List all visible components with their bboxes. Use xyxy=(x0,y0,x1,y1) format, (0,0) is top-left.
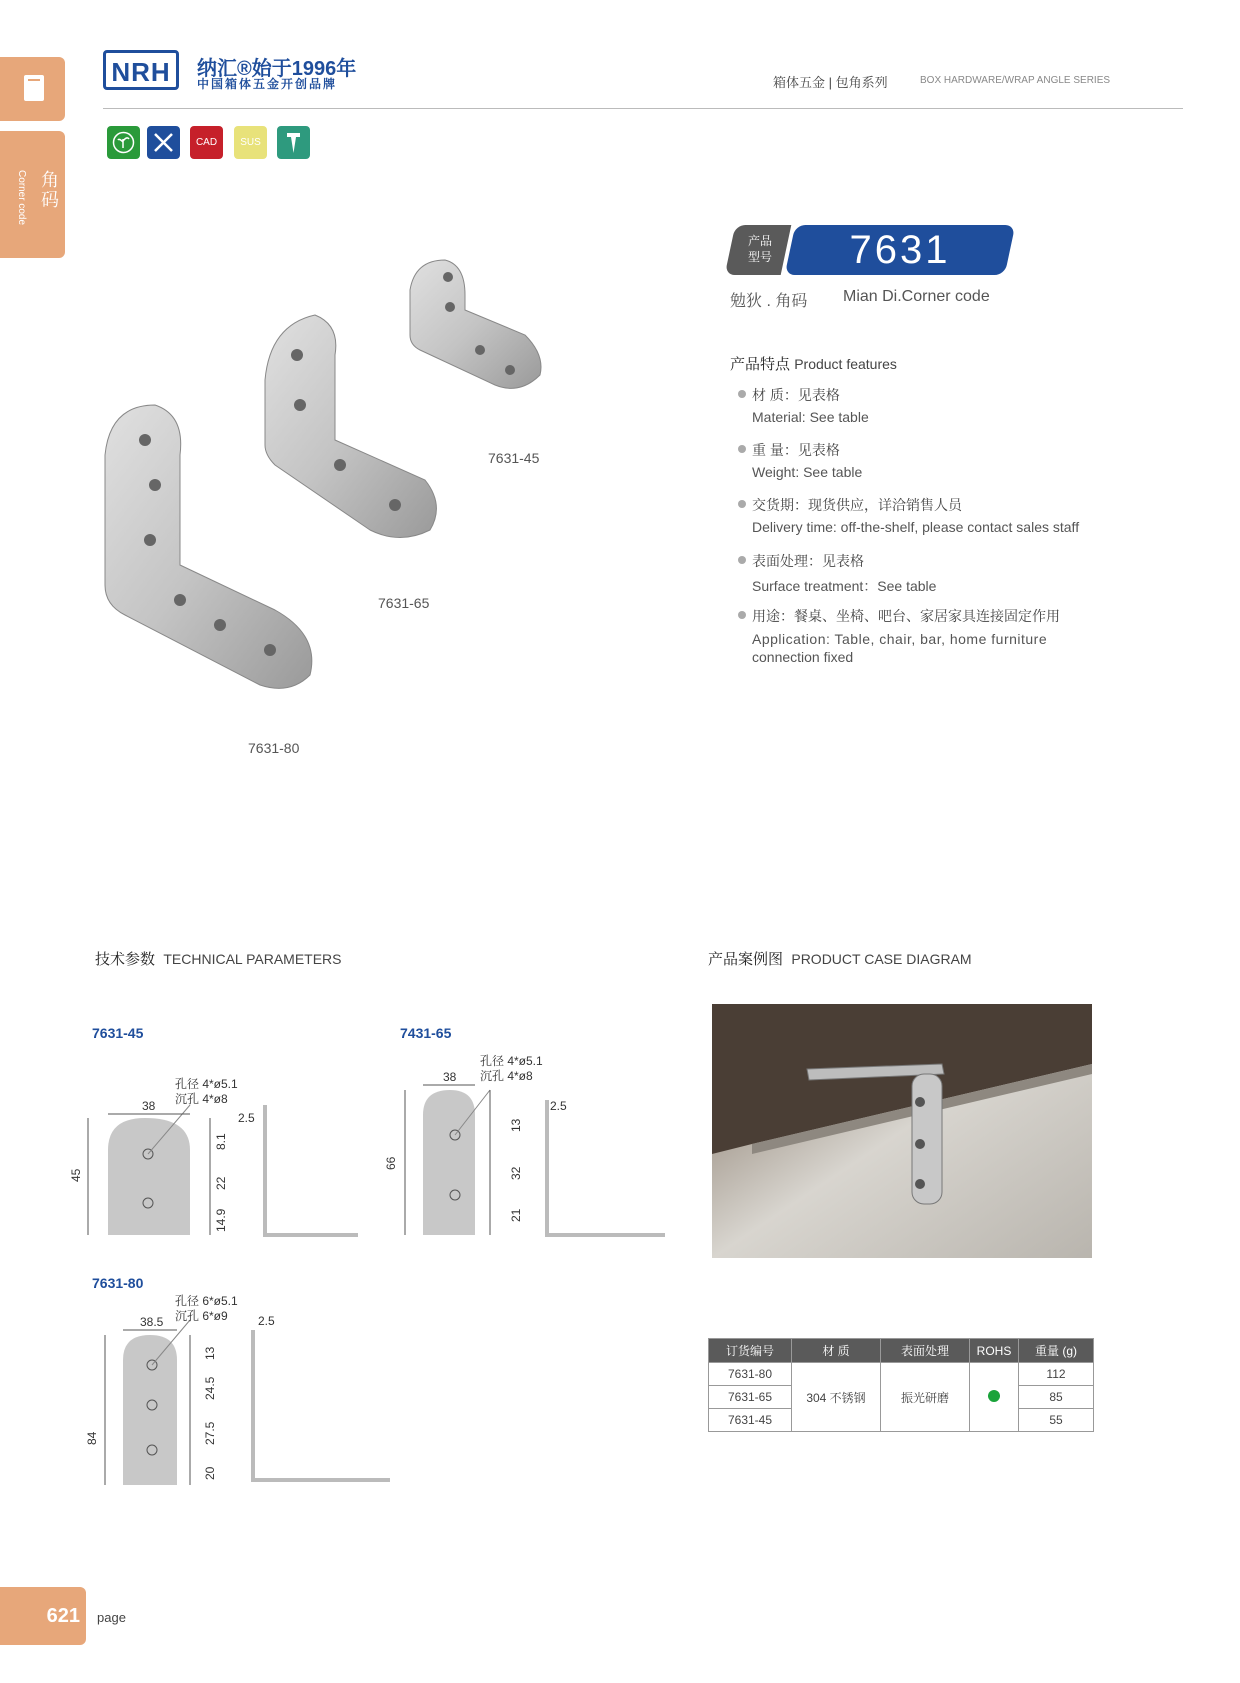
book-tab[interactable] xyxy=(0,57,65,121)
svg-text:27.5: 27.5 xyxy=(203,1421,217,1445)
svg-text:8.1: 8.1 xyxy=(214,1133,228,1150)
feature-cn: 重 量：见表格 xyxy=(752,442,840,458)
bullet-icon xyxy=(738,445,746,453)
brand-title: 纳汇®始于1996年 xyxy=(197,58,357,80)
weight-cell: 112 xyxy=(1019,1363,1094,1386)
tools-icon xyxy=(147,126,180,159)
svg-text:2.5: 2.5 xyxy=(550,1099,567,1113)
product-label: 7631-65 xyxy=(378,595,430,611)
feature-en: Delivery time: off-the-shelf, please contact sales staff xyxy=(752,519,1080,535)
bullet-icon xyxy=(738,556,746,564)
product-name-cn: 勉狄 . 角码 xyxy=(730,293,808,310)
case-photo xyxy=(712,1004,1092,1258)
material-cell: 304 不锈钢 xyxy=(792,1363,881,1432)
spec-title: 7631-45 xyxy=(92,1025,144,1041)
bracket-45 xyxy=(410,260,541,388)
header-divider xyxy=(103,108,1183,109)
bullet-icon xyxy=(738,611,746,619)
category-cn: 箱体五金 | 包角系列 xyxy=(773,75,888,90)
svg-text:孔径 4*ø5.1: 孔径 4*ø5.1 xyxy=(480,1054,543,1068)
table-header: 重量 (g) xyxy=(1019,1339,1094,1363)
model-label: 产品 型号 xyxy=(747,234,772,264)
feature-en: Material: See table xyxy=(752,409,869,425)
svg-text:45: 45 xyxy=(69,1168,83,1182)
svg-text:孔径 4*ø5.1: 孔径 4*ø5.1 xyxy=(175,1077,238,1091)
model-number: 7631 xyxy=(849,228,951,272)
screw-icon xyxy=(277,126,310,159)
section-title-en: Corner code xyxy=(16,170,27,226)
svg-text:沉孔 6*ø9: 沉孔 6*ø9 xyxy=(175,1309,228,1323)
table-header: 订货编号 xyxy=(709,1339,792,1363)
weight-cell: 85 xyxy=(1019,1386,1094,1409)
feature-en: Weight: See table xyxy=(752,464,863,480)
svg-text:21: 21 xyxy=(509,1208,523,1222)
svg-text:38: 38 xyxy=(142,1099,156,1113)
svg-text:14.9: 14.9 xyxy=(214,1208,228,1232)
category-en: BOX HARDWARE/WRAP ANGLE SERIES xyxy=(920,75,1111,86)
eco-icon xyxy=(107,126,140,159)
spec-title: 7431-65 xyxy=(400,1025,452,1041)
finish-cell: 振光研磨 xyxy=(881,1363,970,1432)
rohs-cell xyxy=(970,1363,1019,1432)
product-illustration xyxy=(100,255,600,715)
weight-cell: 55 xyxy=(1019,1409,1094,1432)
svg-text:13: 13 xyxy=(509,1118,523,1132)
svg-text:13: 13 xyxy=(203,1346,217,1360)
svg-text:孔径 6*ø5.1: 孔径 6*ø5.1 xyxy=(175,1294,238,1308)
features-title: 产品特点 Product features xyxy=(730,356,897,373)
spec-drawing-65 xyxy=(375,1045,675,1240)
feature-en: connection fixed xyxy=(752,649,854,665)
rohs-indicator xyxy=(988,1390,1000,1402)
order-code: 7631-65 xyxy=(709,1386,792,1409)
bullet-icon xyxy=(738,390,746,398)
page-label: page xyxy=(97,1610,126,1625)
product-label: 7631-80 xyxy=(248,740,300,756)
svg-text:2.5: 2.5 xyxy=(258,1314,275,1328)
svg-text:32: 32 xyxy=(509,1166,523,1180)
table-header: 表面处理 xyxy=(881,1339,970,1363)
feature-en: Surface treatment：See table xyxy=(752,578,937,594)
svg-text:38: 38 xyxy=(443,1070,457,1084)
book-icon xyxy=(0,57,65,121)
spec-drawing-45 xyxy=(60,1050,370,1240)
svg-text:2.5: 2.5 xyxy=(238,1111,255,1125)
order-code: 7631-80 xyxy=(709,1363,792,1386)
feature-en: Application: Table, chair, bar, home furniture xyxy=(752,631,1048,647)
table-row xyxy=(709,1363,1094,1386)
table-header: 材 质 xyxy=(792,1339,881,1363)
spec-title: 7631-80 xyxy=(92,1275,144,1291)
svg-text:沉孔 4*ø8: 沉孔 4*ø8 xyxy=(480,1069,533,1083)
svg-text:84: 84 xyxy=(85,1431,99,1445)
cad-icon: CAD xyxy=(190,126,223,159)
svg-text:38.5: 38.5 xyxy=(140,1315,164,1329)
case-title: 产品案例图 PRODUCT CASE DIAGRAM xyxy=(708,951,972,968)
order-code: 7631-45 xyxy=(709,1409,792,1432)
svg-text:66: 66 xyxy=(384,1156,398,1170)
section-title-cn: 角码 xyxy=(39,170,59,210)
table-header: ROHS xyxy=(970,1339,1019,1363)
brand-subtitle: 中国箱体五金开创品牌 xyxy=(197,77,338,91)
svg-text:20: 20 xyxy=(203,1466,217,1480)
feature-cn: 表面处理：见表格 xyxy=(752,553,864,569)
svg-text:22: 22 xyxy=(214,1176,228,1190)
bracket-65 xyxy=(265,315,436,538)
feature-cn: 交货期：现货供应，详洽销售人员 xyxy=(752,497,962,513)
sus-icon: SUS xyxy=(234,126,267,159)
spec-drawing-80 xyxy=(80,1290,410,1490)
spec-table xyxy=(708,1338,1094,1432)
bullet-icon xyxy=(738,500,746,508)
svg-text:沉孔 4*ø8: 沉孔 4*ø8 xyxy=(175,1092,228,1106)
product-name-en: Mian Di.Corner code xyxy=(843,288,990,305)
product-label: 7631-45 xyxy=(488,450,540,466)
feature-cn: 材 质：见表格 xyxy=(752,387,840,403)
feature-cn: 用途：餐桌、坐椅、吧台、家居家具连接固定作用 xyxy=(752,608,1060,624)
svg-text:24.5: 24.5 xyxy=(203,1376,217,1400)
tech-title: 技术参数 TECHNICAL PARAMETERS xyxy=(95,951,342,968)
page-number: 621 xyxy=(0,1587,86,1645)
nrh-logo: NRH xyxy=(103,50,179,90)
